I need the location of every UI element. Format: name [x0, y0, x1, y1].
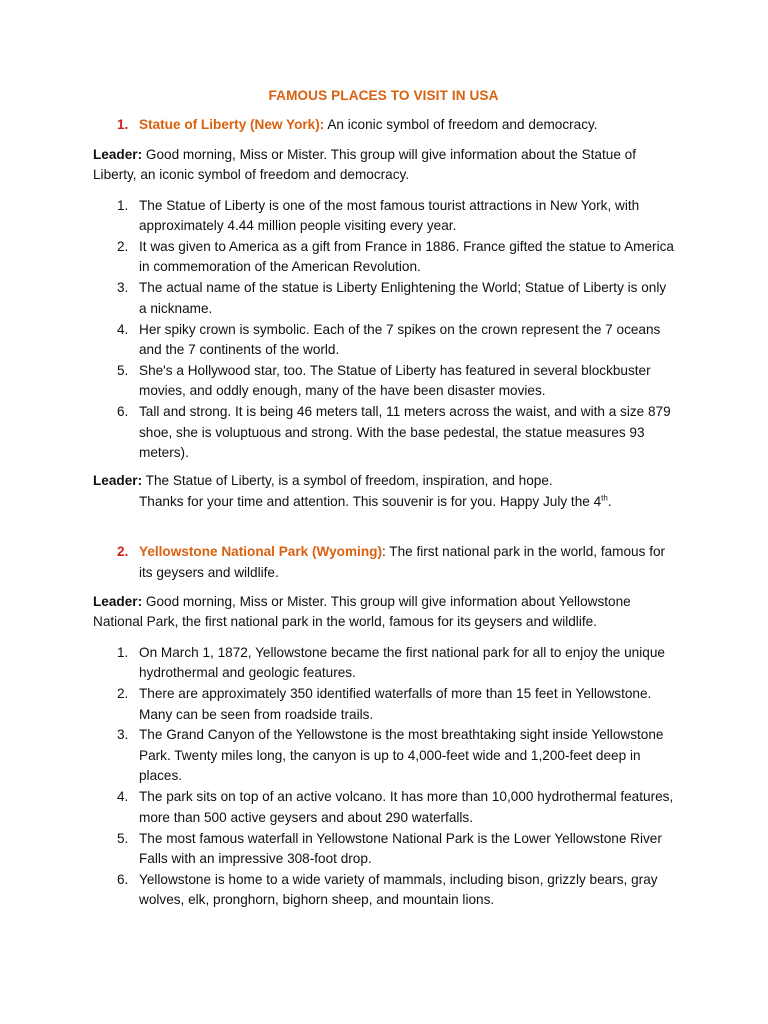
place-name: Yellowstone National Park (Wyoming)	[139, 544, 382, 560]
list-item-number: 4.	[117, 789, 129, 805]
leader-closing-line	[93, 471, 674, 491]
list-item-number: 4.	[117, 321, 129, 337]
list-item-number: 5.	[117, 830, 129, 846]
document-title: FAMOUS PLACES TO VISIT IN USA	[268, 88, 499, 103]
list-item-text: The Grand Canyon of the Yellowstone is the most breathtaking sight inside Yellowstone Park. Twenty miles long, the canyon is up to 4,000-feet wide and 1,200-feet deep in places.	[139, 727, 664, 784]
list-item	[93, 870, 674, 911]
list-item	[93, 829, 674, 870]
leader-intro-paragraph	[93, 592, 674, 633]
list-item-text: The Statue of Liberty is one of the most famous tourist attractions in New York, with approximately 4.44 million people visiting every year.	[139, 197, 640, 234]
ordinal-suffix: th	[601, 493, 608, 503]
leader-closing-text: The Statue of Liberty, is a symbol of freedom, inspiration, and hope.	[142, 473, 553, 489]
list-item	[93, 237, 674, 278]
leader-intro-text: Good morning, Miss or Mister. This group will give information about the Statue of Liberty, an iconic symbol of freedom and democracy.	[93, 146, 636, 183]
list-item-text: Tall and strong. It is being 46 meters tall, 11 meters across the waist, and with a size 879 shoe, she is voluptuous and strong. With the base pedestal, the statue measures 93 meters).	[139, 404, 671, 460]
facts-list-statue-of-liberty	[93, 196, 674, 464]
list-item	[93, 787, 674, 828]
list-item-number: 2.	[117, 686, 129, 702]
list-item-number: 1.	[117, 197, 129, 213]
list-item-text: Yellowstone is home to a wide variety of mammals, including bison, grizzly bears, gray wolves, elk, pronghorn, bighorn sheep, and mountain lions.	[139, 871, 658, 908]
list-item	[93, 725, 674, 786]
list-item	[93, 643, 674, 684]
list-item	[93, 196, 674, 237]
place-tagline: : The first national park in the world, famous for its geysers and wildlife.	[139, 544, 666, 580]
leader-closing	[93, 471, 674, 512]
list-item-number: 6.	[117, 871, 129, 887]
list-item-text: The most famous waterfall in Yellowstone National Park is the Lower Yellowstone River Falls with an impressive 308-foot drop.	[139, 830, 662, 866]
list-item-text: There are approximately 350 identified waterfalls of more than 15 feet in Yellowstone. Many can be seen from roadside trails.	[139, 686, 652, 722]
list-item-text: On March 1, 1872, Yellowstone became the first national park for all to enjoy the unique hydrothermal and geologic features.	[139, 644, 665, 681]
section-heading-yellowstone	[93, 542, 674, 583]
list-item-text: The park sits on top of an active volcano. It has more than 10,000 hydrothermal features, more than 500 active geysers and about 290 waterfalls.	[139, 789, 674, 825]
list-item-number: 1.	[117, 644, 129, 660]
list-item	[93, 320, 674, 361]
list-item	[93, 684, 674, 725]
facts-list-yellowstone	[93, 643, 674, 911]
list-item	[93, 278, 674, 319]
leader-intro-text: Good morning, Miss or Mister. This group will give information about Yellowstone National Park, the first national park in the world, famous for its geysers and wildlife.	[93, 594, 631, 630]
list-item-text: It was given to America as a gift from France in 1886. France gifted the statue to America in commemoration of the American Revolution.	[139, 238, 674, 275]
list-item-text: She's a Hollywood star, too. The Statue of Liberty has featured in several blockbuster movies, and oddly enough, many of the have been disaster movies.	[139, 362, 651, 399]
section-number: 2.	[117, 544, 129, 560]
list-item-number: 6.	[117, 404, 129, 420]
list-item-text: The actual name of the statue is Liberty Enlightening the World; Statue of Liberty is only a nickname.	[139, 280, 667, 316]
thanks-text: Thanks for your time and attention. This souvenir is for you. Happy July the 4	[139, 493, 602, 509]
section-heading-statue-of-liberty	[93, 115, 674, 135]
list-item	[93, 402, 674, 463]
leader-intro-paragraph	[93, 145, 674, 186]
leader-label: Leader:	[93, 146, 143, 162]
leader-label: Leader:	[93, 473, 143, 489]
thanks-line	[93, 492, 674, 512]
leader-label: Leader:	[93, 594, 143, 610]
list-item-number: 2.	[117, 238, 129, 254]
thanks-end: .	[607, 493, 612, 509]
list-item-number: 5.	[117, 362, 129, 378]
list-item-text: Her spiky crown is symbolic. Each of the 7 spikes on the crown represent the 7 oceans and the 7 continents of the world.	[139, 321, 661, 357]
list-item-number: 3.	[117, 727, 129, 743]
place-name: Statue of Liberty (New York):	[139, 117, 325, 133]
list-item	[93, 361, 674, 402]
place-tagline: An iconic symbol of freedom and democracy.	[324, 117, 598, 133]
section-number: 1.	[117, 117, 129, 133]
list-item-number: 3.	[117, 280, 129, 296]
